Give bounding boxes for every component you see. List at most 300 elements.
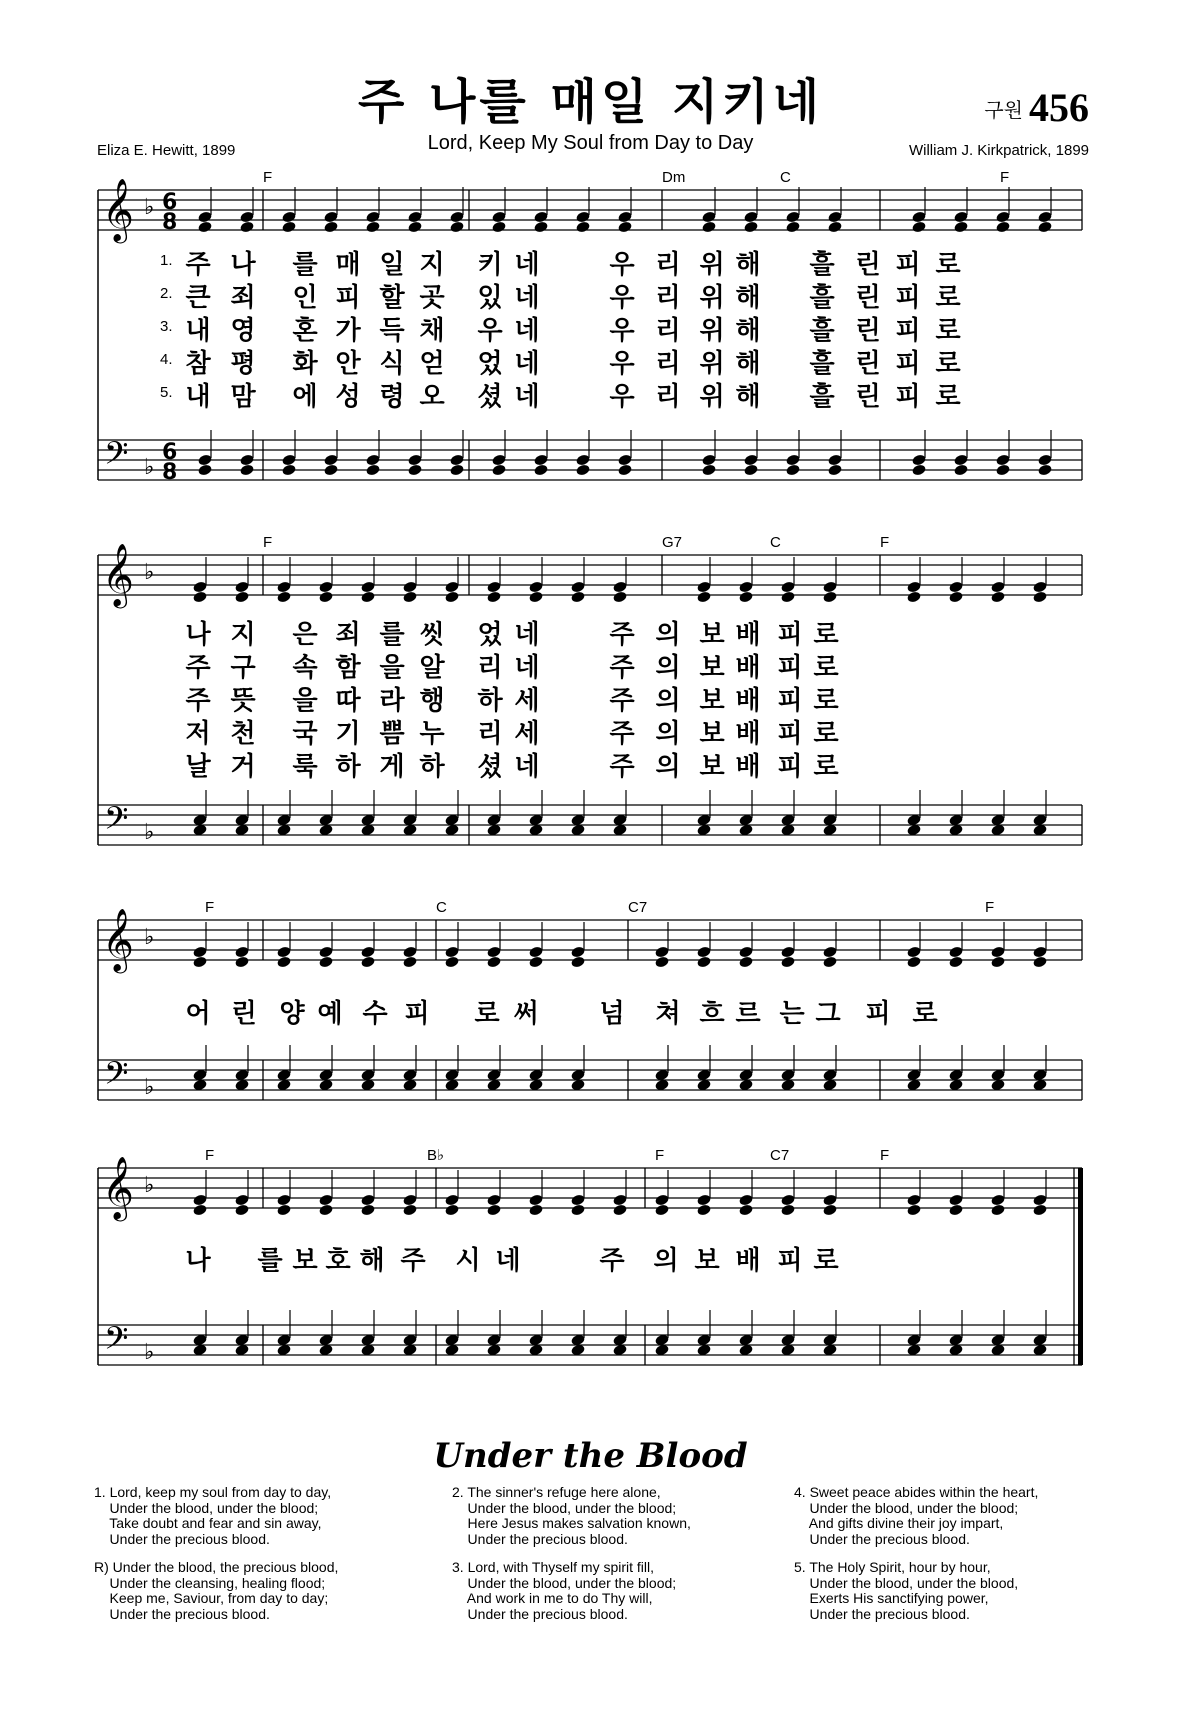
lyric-syllable: 피 [777,752,803,782]
lyric-syllable: 해 [735,283,761,313]
notehead [449,210,464,223]
notehead [192,955,207,968]
notehead [444,1193,459,1206]
lyric-syllable: 하 [335,752,361,782]
notehead [1032,1193,1047,1206]
chord-symbol: C [780,169,791,186]
notehead [654,955,669,968]
notehead [281,463,296,476]
time-sig-top-bass: 6 [162,440,178,465]
lyric-syllable: 우 [609,382,635,412]
lyric-syllable: 할 [379,283,405,313]
notehead [1037,463,1052,476]
notehead [491,210,506,223]
lyric-syllable: 피 [895,382,921,412]
system-3-key-flat-treble: ♭ [144,925,155,950]
notehead [780,1193,795,1206]
lyric-syllable: 얻 [419,349,445,379]
lyric-syllable: 하 [419,752,445,782]
lyric-syllable: 피 [777,719,803,749]
lyric-syllable: 주 [400,1246,426,1276]
notehead [486,945,501,958]
lyric-syllable: 거 [230,752,256,782]
lyric-syllable: 로 [474,999,500,1029]
english-verse-2: 2. The sinner's refuge here alone, Under the blood, under the blood; Here Jesus makes salvation known, Under the precious blood. [452,1484,691,1547]
lyric-syllable: 리 [655,349,681,379]
notehead [276,580,291,593]
lyric-syllable: 함 [335,653,361,683]
notehead [570,1203,585,1216]
notehead [696,1203,711,1216]
notehead [911,210,926,223]
notehead [192,1193,207,1206]
lyric-syllable: 린 [855,283,881,313]
notehead [743,453,758,466]
lyric-syllable: 위 [699,349,725,379]
lyric-syllable: 예 [317,999,343,1029]
lyric-syllable: 리 [477,719,503,749]
lyric-syllable: 보 [699,752,725,782]
notehead [239,453,254,466]
lyric-syllable: 누 [419,719,445,749]
notehead [701,453,716,466]
notehead [528,580,543,593]
lyric-syllable: 위 [699,316,725,346]
notehead [696,945,711,958]
notehead [575,220,590,233]
notehead [318,1203,333,1216]
notehead [990,1203,1005,1216]
lyric-syllable: 리 [655,316,681,346]
chord-symbol: F [1000,169,1010,186]
lyric-syllable: 흘 [809,283,835,313]
notehead [906,955,921,968]
lyric-syllable: 주 [185,686,211,716]
lyric-syllable: 흘 [809,382,835,412]
notehead [402,955,417,968]
notehead [738,1193,753,1206]
notehead [318,590,333,603]
lyric-syllable: 로 [935,349,961,379]
lyric-syllable: 흘 [809,316,835,346]
lyric-syllable: 나 [185,620,211,650]
lyric-syllable: 화 [292,349,318,379]
lyric-syllable: 네 [514,316,540,346]
notehead [780,580,795,593]
lyric-syllable: 로 [813,1246,839,1276]
notehead [617,210,632,223]
system-2-key-flat-treble: ♭ [144,560,155,585]
lyric-syllable: 흐 [699,999,725,1029]
notehead [827,210,842,223]
notehead [953,453,968,466]
notehead [1032,945,1047,958]
notehead [738,955,753,968]
lyric-syllable: 네 [514,349,540,379]
lyric-syllable: 오 [419,382,445,412]
lyric-syllable: 양 [279,999,305,1029]
notehead [486,1193,501,1206]
notehead [402,1193,417,1206]
lyric-syllable: 따 [335,686,361,716]
lyric-syllable: 로 [813,686,839,716]
notehead [785,463,800,476]
lyric-syllable: 의 [655,620,681,650]
notehead [365,210,380,223]
chord-symbol: C7 [770,1147,790,1164]
notehead [444,955,459,968]
notehead [197,453,212,466]
lyric-syllable: 저 [185,719,211,749]
notehead [617,453,632,466]
notehead [575,453,590,466]
lyric-syllable: 일 [379,250,405,280]
lyricist: Eliza E. Hewitt, 1899 [97,142,236,159]
notehead [738,945,753,958]
lyric-syllable: 피 [777,653,803,683]
lyric-syllable: 시 [455,1246,481,1276]
system-1-key-flat-bass: ♭ [144,455,155,480]
notehead [486,1203,501,1216]
lyric-syllable: 보 [699,686,725,716]
notehead [575,463,590,476]
notehead [360,1203,375,1216]
notehead [323,453,338,466]
notehead [911,463,926,476]
time-sig-top-treble: 6 [162,190,178,215]
lyric-syllable: 우 [609,250,635,280]
system-4-key-flat-bass: ♭ [144,1340,155,1365]
lyric-syllable: 씻 [419,620,445,650]
lyric-syllable: 해 [735,349,761,379]
lyric-syllable: 네 [495,1246,521,1276]
lyric-syllable: 로 [912,999,938,1029]
notehead [402,580,417,593]
lyric-syllable: 네 [514,283,540,313]
notehead [1032,590,1047,603]
lyric-syllable: 날 [185,752,211,782]
notehead [360,945,375,958]
notehead [570,590,585,603]
notehead [612,580,627,593]
system-2-bass-clef: 𝄢 [104,800,129,844]
lyric-syllable: 를 [379,620,405,650]
notehead [528,1193,543,1206]
notehead [407,453,422,466]
notehead [281,453,296,466]
notehead [486,955,501,968]
system-4-key-flat-treble: ♭ [144,1173,155,1198]
notehead [743,210,758,223]
notehead [1037,210,1052,223]
lyric-syllable: 혼 [292,316,318,346]
lyric-syllable: 우 [609,283,635,313]
notehead [701,220,716,233]
lyric-syllable: 네 [514,382,540,412]
lyric-syllable: 주 [609,719,635,749]
lyric-syllable: 네 [514,752,540,782]
notehead [822,1193,837,1206]
system-4-treble-clef: 𝄞 [102,1156,134,1219]
lyric-syllable: 보 [699,653,725,683]
lyric-syllable: 네 [514,250,540,280]
lyric-syllable: 보 [699,620,725,650]
chord-symbol: F [655,1147,665,1164]
lyric-syllable: 로 [935,382,961,412]
lyric-syllable: 식 [379,349,405,379]
lyric-syllable: 셨 [477,752,503,782]
time-sig-bottom-treble: 8 [162,210,178,235]
chord-symbol: F [263,534,273,551]
lyric-syllable: 었 [477,349,503,379]
lyric-syllable: 셨 [477,382,503,412]
lyric-syllable: 의 [655,653,681,683]
notehead [486,590,501,603]
notehead [192,580,207,593]
notehead [911,453,926,466]
notehead [827,220,842,233]
lyric-syllable: 수 [362,999,388,1029]
chord-symbol: C7 [628,899,648,916]
lyric-syllable: 피 [777,1246,803,1276]
lyric-syllable: 나 [185,1246,211,1276]
lyric-syllable: 린 [855,316,881,346]
system-4-bass-clef: 𝄢 [104,1320,129,1364]
notehead [234,955,249,968]
notehead [654,1193,669,1206]
lyric-syllable: 알 [419,653,445,683]
notehead [827,453,842,466]
notehead [696,955,711,968]
lyric-syllable: 로 [813,653,839,683]
notehead [617,220,632,233]
lyric-syllable: 흘 [809,250,835,280]
notehead [239,220,254,233]
lyric-syllable: 네 [514,620,540,650]
lyric-syllable: 의 [653,1246,679,1276]
lyric-syllable: 세 [514,686,540,716]
lyric-syllable: 주 [609,686,635,716]
lyric-syllable: 죄 [335,620,361,650]
english-refrain: R) Under the blood, the precious blood, Under the cleansing, healing flood; Keep me, Saviour, from day to day; Under the precious blood. [94,1559,339,1622]
system-3-treble-clef: 𝄞 [102,908,134,971]
lyric-syllable: 르 [735,999,761,1029]
notehead [533,220,548,233]
notehead [281,210,296,223]
notehead [192,590,207,603]
lyric-syllable: 주 [599,1246,625,1276]
lyric-syllable: 죄 [230,283,256,313]
lyric-syllable: 써 [513,999,539,1029]
notehead [318,1193,333,1206]
lyric-syllable: 큰 [185,283,211,313]
lyric-syllable: 보 [694,1246,720,1276]
notehead [365,453,380,466]
lyric-syllable: 피 [895,250,921,280]
lyric-syllable: 기 [335,719,361,749]
lyric-syllable: 배 [735,686,761,716]
notehead [906,1203,921,1216]
lyric-syllable: 배 [735,719,761,749]
notehead [407,220,422,233]
notehead [276,1193,291,1206]
lyric-syllable: 행 [419,686,445,716]
verse-number: 5. [160,384,173,401]
notehead [491,220,506,233]
notehead [743,463,758,476]
lyric-syllable: 로 [813,620,839,650]
notehead [192,945,207,958]
lyric-syllable: 의 [655,719,681,749]
notehead [780,590,795,603]
verse-number: 4. [160,351,173,368]
notehead [323,220,338,233]
notehead [197,210,212,223]
notehead [948,945,963,958]
notehead [449,463,464,476]
english-title: Under the Blood [433,1436,748,1476]
lyric-syllable: 피 [404,999,430,1029]
chord-symbol: F [880,1147,890,1164]
notehead [533,453,548,466]
notehead [239,463,254,476]
system-2-key-flat-bass: ♭ [144,820,155,845]
lyric-syllable: 리 [655,250,681,280]
lyric-syllable: 린 [231,999,257,1029]
lyric-syllable: 영 [230,316,256,346]
system-1-bass-clef: 𝄢 [104,435,129,479]
notehead [1037,220,1052,233]
notehead [402,590,417,603]
notehead [948,1203,963,1216]
lyric-syllable: 배 [735,752,761,782]
notehead [948,955,963,968]
lyric-syllable: 주 [609,620,635,650]
lyric-syllable: 지 [230,620,256,650]
notehead [785,453,800,466]
english-verse-3: 3. Lord, with Thyself my spirit fill, Under the blood, under the blood; And work in me to do Thy will, Under the precious blood. [452,1559,677,1622]
notehead [360,590,375,603]
time-sig-bottom-bass: 8 [162,460,178,485]
english-verse-5: 5. The Holy Spirit, hour by hour, Under the blood, under the blood, Exerts His sanctifying power, Under the precious blood. [794,1559,1019,1622]
lyric-syllable: 지 [419,250,445,280]
lyric-syllable: 리 [655,283,681,313]
notehead [318,955,333,968]
notehead [780,945,795,958]
notehead [239,210,254,223]
notehead [192,1203,207,1216]
notehead [575,210,590,223]
lyric-syllable: 그 [815,999,841,1029]
lyric-syllable: 하 [477,686,503,716]
lyric-syllable: 쁨 [379,719,405,749]
lyric-syllable: 나 [230,250,256,280]
notehead [276,1203,291,1216]
lyric-syllable: 피 [777,686,803,716]
english-verse-4: 4. Sweet peace abides within the heart, Under the blood, under the blood; And gifts divine their joy impart, Under the precious blood. [794,1484,1039,1547]
lyric-syllable: 를 [257,1246,283,1276]
notehead [990,955,1005,968]
notehead [827,463,842,476]
notehead [407,463,422,476]
notehead [528,590,543,603]
lyric-syllable: 로 [935,283,961,313]
chord-symbol: C [436,899,447,916]
lyric-syllable: 쳐 [655,999,681,1029]
hymn-title: 주 나를 매일 지키네 [357,74,824,130]
notehead [365,463,380,476]
notehead [990,580,1005,593]
lyric-syllable: 린 [855,250,881,280]
notehead [444,590,459,603]
lyric-syllable: 령 [379,382,405,412]
notehead [953,220,968,233]
notehead [533,210,548,223]
lyric-syllable: 국 [292,719,318,749]
lyric-syllable: 참 [185,349,211,379]
notehead [948,580,963,593]
system-3-bass-clef: 𝄢 [104,1055,129,1099]
notehead [701,463,716,476]
lyric-syllable: 주 [609,752,635,782]
notehead [612,590,627,603]
notehead [906,1193,921,1206]
notehead [785,220,800,233]
notehead [953,463,968,476]
notehead [780,1203,795,1216]
lyric-syllable: 배 [735,653,761,683]
notehead [906,945,921,958]
notehead [696,580,711,593]
lyric-syllable: 주 [185,653,211,683]
lyric-syllable: 위 [699,283,725,313]
notehead [654,1203,669,1216]
notehead [780,955,795,968]
notehead [528,1203,543,1216]
lyric-syllable: 라 [379,686,405,716]
notehead [276,955,291,968]
notehead [444,945,459,958]
notehead [570,955,585,968]
lyric-syllable: 에 [292,382,318,412]
lyric-syllable: 피 [865,999,891,1029]
lyric-syllable: 주 [609,653,635,683]
lyric-syllable: 배 [735,620,761,650]
lyric-syllable: 구 [230,653,256,683]
lyric-syllable: 세 [514,719,540,749]
notehead [822,955,837,968]
lyric-syllable: 내 [185,382,211,412]
chord-symbol: F [205,899,215,916]
notehead [822,590,837,603]
notehead [234,580,249,593]
notehead [197,220,212,233]
lyric-syllable: 피 [335,283,361,313]
notehead [276,945,291,958]
notehead [276,590,291,603]
notehead [1037,453,1052,466]
notehead [234,945,249,958]
notehead [995,210,1010,223]
notehead [696,1193,711,1206]
system-1-treble-clef: 𝄞 [102,178,134,241]
lyric-syllable: 로 [813,719,839,749]
lyric-syllable: 을 [379,653,405,683]
notehead [360,1193,375,1206]
notehead [449,453,464,466]
lyric-syllable: 뜻 [230,686,256,716]
lyric-syllable: 내 [185,316,211,346]
